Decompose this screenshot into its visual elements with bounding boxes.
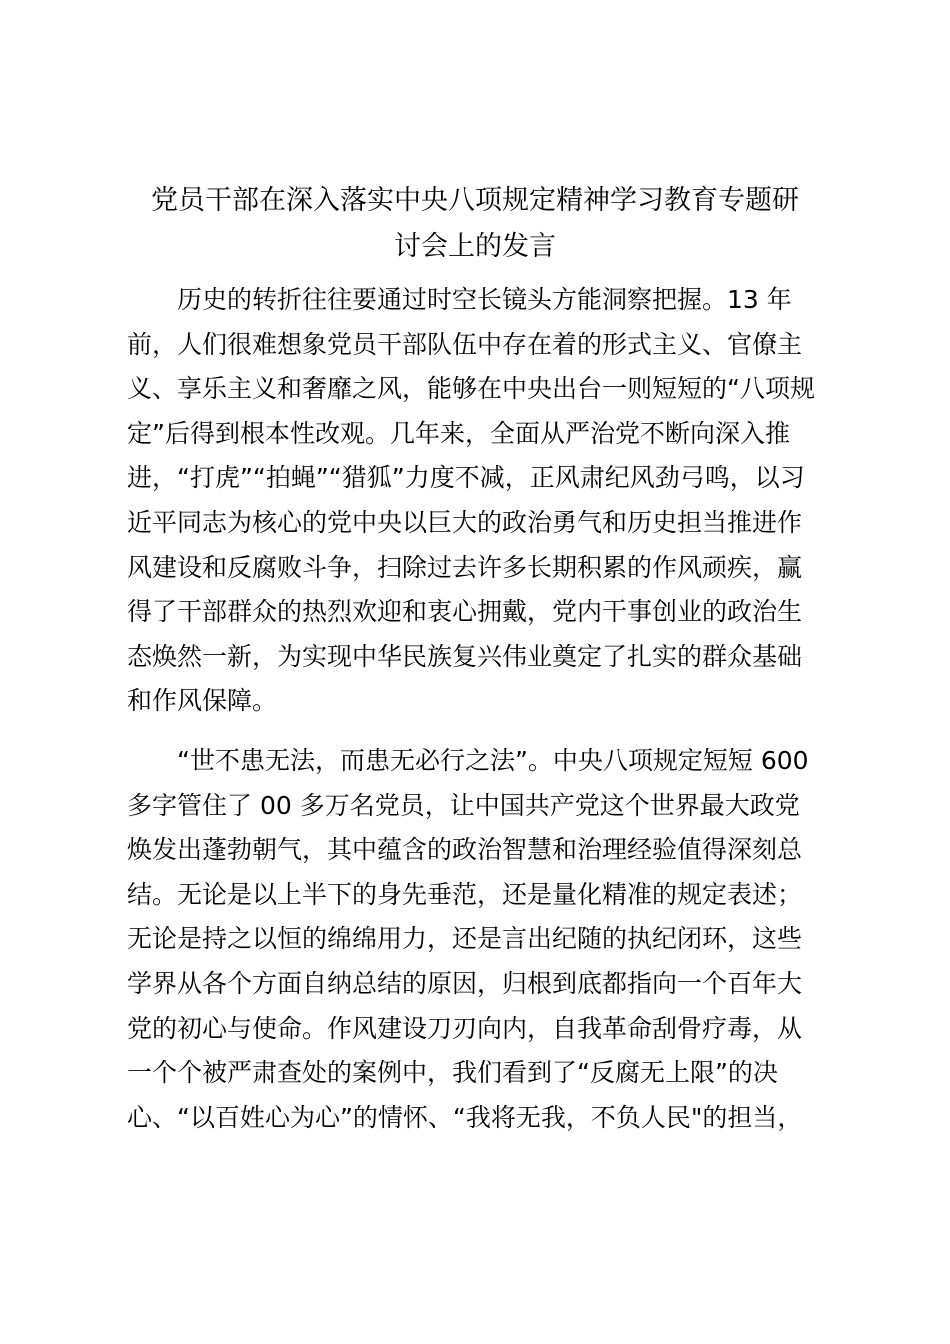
paragraph-line: 和作风保障。: [127, 686, 278, 716]
paragraph-line: 心、“以百姓心为心”的情怀、“我将无我，不负人民"的担当，: [127, 1102, 803, 1132]
paragraph-line: 结。无论是以上半下的身先垂范，还是量化精准的规定表述；: [127, 879, 803, 909]
paragraph-line: 得了干部群众的热烈欢迎和衷心拥戴，党内干事创业的政治生: [127, 597, 803, 627]
paragraph-line: 近平同志为核心的党中央以巨大的政治勇气和历史担当推进作: [127, 507, 803, 537]
paragraph-spacer: [127, 724, 832, 739]
paragraph-line: 态焕然一新，为实现中华民族复兴伟业奠定了扎实的群众基础: [127, 641, 803, 671]
paragraph-line: 定”后得到根本性改观。几年来，全面从严治党不断向深入推: [127, 418, 790, 448]
title-line-1: 党员干部在深入落实中央八项规定精神学习教育专题研: [151, 185, 799, 216]
paragraph-line: 无论是持之以恒的绵绵用力，还是言出纪随的执纪闭环，这些: [127, 924, 803, 954]
paragraph-line: 前，人们很难想象党员干部队伍中存在着的形式主义、官僚主: [127, 329, 803, 359]
paragraph-2: [127, 739, 832, 1140]
paragraph-line: 历史的转折往往要通过时空长镜头方能洞察把握。13 年: [177, 285, 792, 314]
document-body: [127, 278, 832, 1140]
document-title: [110, 178, 840, 270]
paragraph-line: 党的初心与使命。作风建设刀刃向内，自我革命刮骨疗毒，从: [127, 1013, 803, 1043]
paragraph-line: 一个个被严肃查处的案例中，我们看到了“反腐无上限”的决: [127, 1058, 778, 1088]
paragraph-1: [127, 278, 832, 724]
paragraph-line: 多字管住了 00 多万名党员，让中国共产党这个世界最大政党: [127, 790, 800, 820]
paragraph-line: 义、享乐主义和奢靡之风，能够在中央出台一则短短的“八项规: [127, 374, 815, 404]
title-line-2: 讨会上的发言: [394, 231, 556, 262]
paragraph-line: 进，“打虎”“拍蝇”“猎狐”力度不减，正风肃纪风劲弓鸣，以习: [127, 463, 805, 493]
paragraph-line: 风建设和反腐败斗争，扫除过去许多长期积累的作风顽疾，赢: [127, 552, 803, 582]
paragraph-line: 焕发出蓬勃朝气，其中蕴含的政治智慧和治理经验值得深刻总: [127, 835, 803, 865]
paragraph-line: “世不患无法，而患无必行之法”。中央八项规定短短 600: [177, 745, 809, 775]
paragraph-line: 学界从各个方面自纳总结的原因，归根到底都指向一个百年大: [127, 968, 803, 998]
